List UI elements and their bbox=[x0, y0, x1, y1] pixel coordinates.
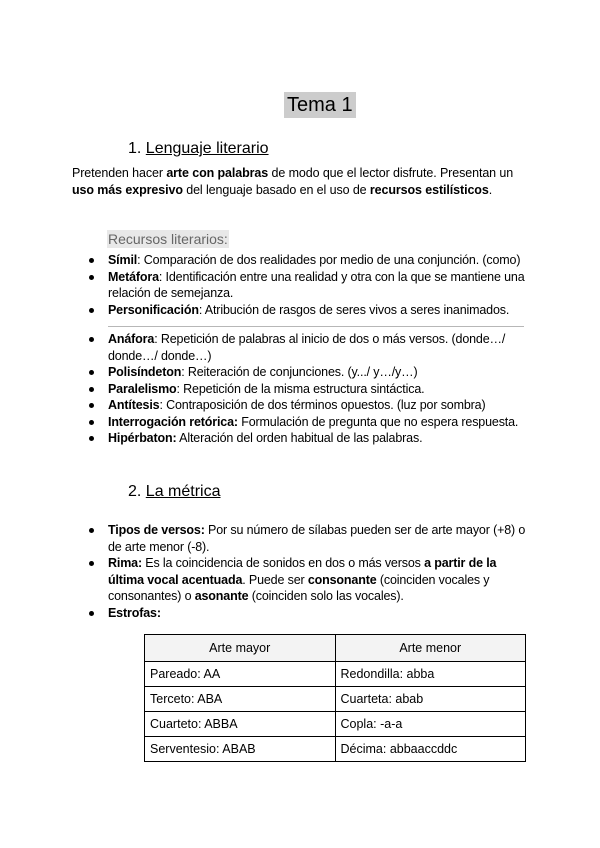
resource-term: Antítesis bbox=[108, 398, 160, 412]
page-title: Tema 1 bbox=[284, 92, 356, 118]
resource-term: Anáfora bbox=[108, 332, 155, 346]
resource-desc: : Repetición de la misma estructura sintáctica. bbox=[176, 381, 425, 396]
list-item bbox=[108, 252, 533, 269]
resource-desc: Alteración del orden habitual de las palabras. bbox=[176, 431, 423, 445]
list-item bbox=[108, 331, 533, 364]
table-cell: Cuarteta: abab bbox=[335, 687, 526, 712]
resources-heading: Recursos literarios: bbox=[108, 231, 228, 247]
intro-bold: uso más expresivo bbox=[72, 183, 183, 197]
metric-bold: asonante bbox=[194, 589, 249, 603]
section-heading-lenguaje-literario bbox=[128, 139, 269, 159]
list-item-rhyme bbox=[108, 555, 533, 605]
intro-bold: recursos estilísticos bbox=[369, 183, 489, 197]
column-header-arte-mayor: Arte mayor bbox=[145, 635, 336, 662]
intro-paragraph bbox=[72, 165, 532, 199]
resource-desc: Formulación de pregunta que no espera respuesta. bbox=[237, 414, 519, 429]
section-heading-la-metrica bbox=[128, 482, 221, 502]
resource-term: Paralelismo bbox=[108, 381, 177, 396]
table-cell: Copla: -a-a bbox=[335, 712, 526, 737]
resource-term: Hipérbaton: bbox=[108, 431, 177, 445]
table-cell: Terceto: ABA bbox=[145, 687, 336, 712]
metric-bold: a partir de la última vocal acentuada bbox=[108, 556, 497, 587]
resource-term: Interrogación retórica: bbox=[108, 414, 238, 429]
column-header-arte-menor: Arte menor bbox=[335, 635, 526, 662]
resource-desc: : Reiteración de conjunciones. (y.../ y…/y…) bbox=[181, 365, 418, 379]
table-cell: Redondilla: abba bbox=[335, 662, 526, 687]
table-header-row bbox=[145, 635, 526, 662]
table-row bbox=[145, 687, 526, 712]
metric-term: Estrofas: bbox=[108, 605, 161, 620]
metric-desc: (coinciden solo las vocales). bbox=[248, 589, 404, 603]
list-item bbox=[108, 364, 533, 381]
metric-term: Rima: bbox=[108, 556, 142, 570]
table-cell: Décima: abbaaccddc bbox=[335, 737, 526, 762]
resource-desc: : Identificación entre una realidad y otra con la que se mantiene una relación de semejanza. bbox=[108, 269, 525, 300]
list-item bbox=[108, 381, 533, 398]
resources-list-1 bbox=[108, 252, 533, 318]
resource-term: Símil bbox=[108, 253, 138, 267]
list-item bbox=[108, 430, 533, 447]
metric-term: Tipos de versos: bbox=[108, 523, 205, 537]
table-cell: Cuarteto: ABBA bbox=[145, 712, 336, 737]
table-row bbox=[145, 662, 526, 687]
resource-desc: : Atribución de rasgos de seres vivos a seres inanimados. bbox=[198, 302, 510, 317]
list-item bbox=[108, 414, 533, 431]
table-cell: Serventesio: ABAB bbox=[145, 737, 336, 762]
section-title: La métrica bbox=[145, 483, 221, 500]
intro-text: Pretenden hacer bbox=[72, 166, 167, 180]
metrics-list bbox=[108, 522, 533, 621]
table-row bbox=[145, 737, 526, 762]
section-number: 1. bbox=[128, 140, 142, 157]
list-item-verse-types bbox=[108, 522, 533, 555]
table-cell: Pareado: AA bbox=[145, 662, 336, 687]
metric-desc: (coinciden vocales y consonantes) o bbox=[108, 572, 490, 603]
list-item bbox=[108, 302, 533, 319]
resource-term: Metáfora bbox=[108, 269, 159, 284]
metric-desc: Por su número de sílabas pueden ser de arte mayor (+8) o de arte menor (-8). bbox=[108, 523, 526, 554]
section-number: 2. bbox=[128, 483, 142, 500]
resource-desc: : Contraposición de dos términos opuestos. (luz por sombra) bbox=[159, 398, 486, 412]
metric-bold: consonante bbox=[307, 572, 377, 587]
intro-text: de modo que el lector disfrute. Presentan un bbox=[268, 166, 514, 180]
list-item bbox=[108, 397, 533, 414]
metric-desc: . Puede ser bbox=[242, 572, 308, 587]
strophe-table bbox=[144, 634, 526, 762]
intro-text: del lenguaje basado en el uso de bbox=[182, 183, 370, 197]
resource-term: Personificación bbox=[108, 302, 199, 317]
divider-line bbox=[108, 326, 524, 327]
resource-desc: : Comparación de dos realidades por medio de una conjunción. (como) bbox=[137, 253, 521, 267]
metric-desc: Es la coincidencia de sonidos en dos o más versos bbox=[141, 556, 421, 570]
resource-term: Polisíndeton bbox=[108, 365, 182, 379]
section-title: Lenguaje literario bbox=[145, 140, 269, 157]
intro-bold: arte con palabras bbox=[166, 166, 269, 180]
resource-desc: : Repetición de palabras al inicio de dos o más versos. (donde…/ donde…/ donde…) bbox=[108, 332, 506, 363]
resources-list-2 bbox=[108, 331, 533, 447]
table-row bbox=[145, 712, 526, 737]
list-item-strophes bbox=[108, 605, 533, 622]
intro-text: . bbox=[488, 183, 493, 197]
list-item bbox=[108, 269, 533, 302]
